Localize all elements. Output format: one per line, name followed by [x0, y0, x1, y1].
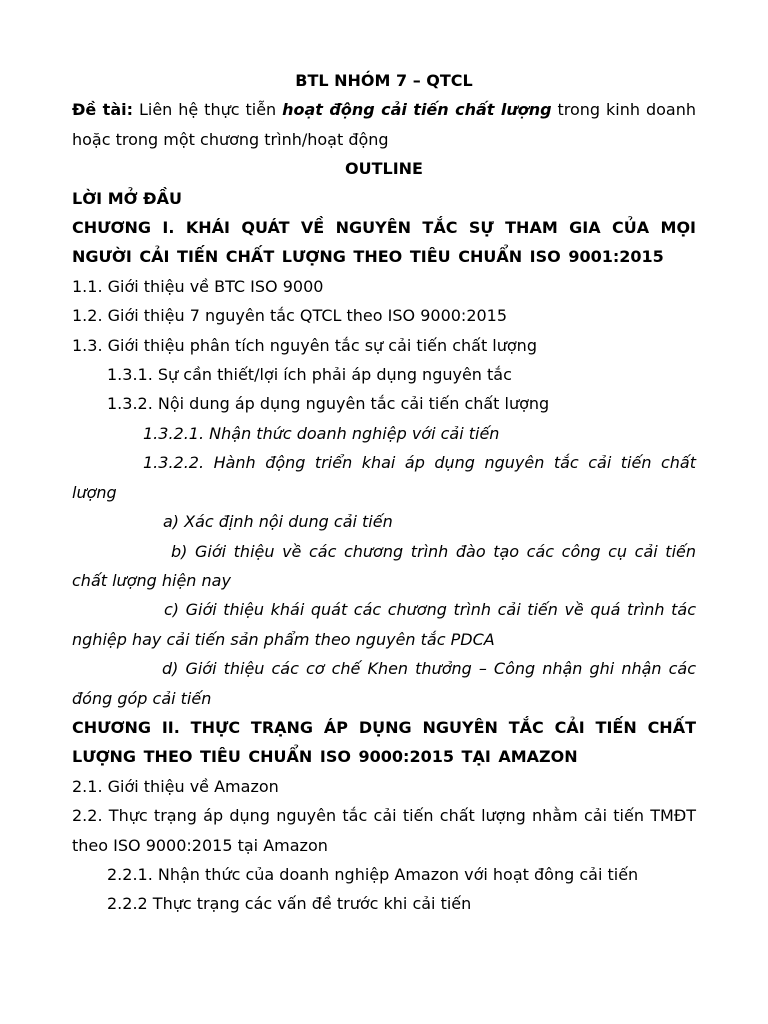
item-d: d) Giới thiệu các cơ chế Khen thưởng – Công nhận ghi nhận các đóng góp cải tiến — [72, 659, 696, 708]
section-1-3-2-1: 1.3.2.1. Nhận thức doanh nghiệp với cải tiến — [143, 423, 500, 443]
section-2-2-2: 2.2.2 Thực trạng các vấn đề trước khi cải tiến — [107, 894, 472, 914]
topic-paragraph — [72, 95, 696, 154]
section-1-3-1: 1.3.1. Sự cần thiết/lợi ích phải áp dụng nguyên tắc — [107, 365, 512, 385]
item-b: b) Giới thiệu về các chương trình đào tạo các công cụ cải tiến chất lượng hiện nay — [72, 541, 696, 590]
section-1-3: 1.3. Giới thiệu phân tích nguyên tắc sự cải tiến chất lượng — [72, 335, 537, 355]
section-1-2: 1.2. Giới thiệu 7 nguyên tắc QTCL theo ISO 9000:2015 — [72, 306, 508, 326]
intro-heading: LỜI MỞ ĐẦU — [72, 188, 182, 208]
document-page — [72, 66, 696, 919]
section-2-2-1: 2.2.1. Nhận thức của doanh nghiệp Amazon với hoạt đông cải tiến — [107, 864, 639, 884]
topic-label: Đề tài: — [72, 100, 134, 120]
chapter-2-heading: CHƯƠNG II. THỰC TRẠNG ÁP DỤNG NGUYÊN TẮC CẢI TIẾN CHẤT LƯỢNG THEO TIÊU CHUẨN ISO 9000:2015 TẠI AMAZON — [72, 717, 696, 767]
topic-text-pre: Liên hệ thực tiễn — [133, 100, 283, 120]
section-2-2: 2.2. Thực trạng áp dụng nguyên tắc cải tiến chất lượng nhằm cải tiến TMĐT theo ISO 9000:2015 tại Amazon — [72, 806, 696, 855]
section-2-1: 2.1. Giới thiệu về Amazon — [72, 776, 279, 796]
outline-heading: OUTLINE — [345, 159, 423, 179]
item-c: c) Giới thiệu khái quát các chương trình cải tiến về quá trình tác nghiệp hay cải tiến sản phẩm theo nguyên tắc PDCA — [72, 600, 696, 649]
chapter-1-heading: CHƯƠNG I. KHÁI QUÁT VỀ NGUYÊN TẮC SỰ THAM GIA CỦA MỌI NGƯỜI CẢI TIẾN CHẤT LƯỢNG THEO TIÊU CHUẨN ISO 9001:2015 — [72, 218, 696, 267]
item-a: a) Xác định nội dung cải tiến — [163, 512, 393, 532]
topic-emphasis: hoạt động cải tiến chất lượng — [282, 100, 552, 120]
document-title: BTL NHÓM 7 – QTCL — [295, 71, 473, 90]
topic-text-post: trong kinh doanh hoặc trong một chương trình/hoạt động — [72, 100, 697, 149]
section-1-3-2: 1.3.2. Nội dung áp dụng nguyên tắc cải tiến chất lượng — [107, 394, 550, 414]
section-1-1: 1.1. Giới thiệu về BTC ISO 9000 — [72, 276, 324, 296]
section-1-3-2-2: 1.3.2.2. Hành động triển khai áp dụng nguyên tắc cải tiến chất lượng — [72, 453, 696, 502]
